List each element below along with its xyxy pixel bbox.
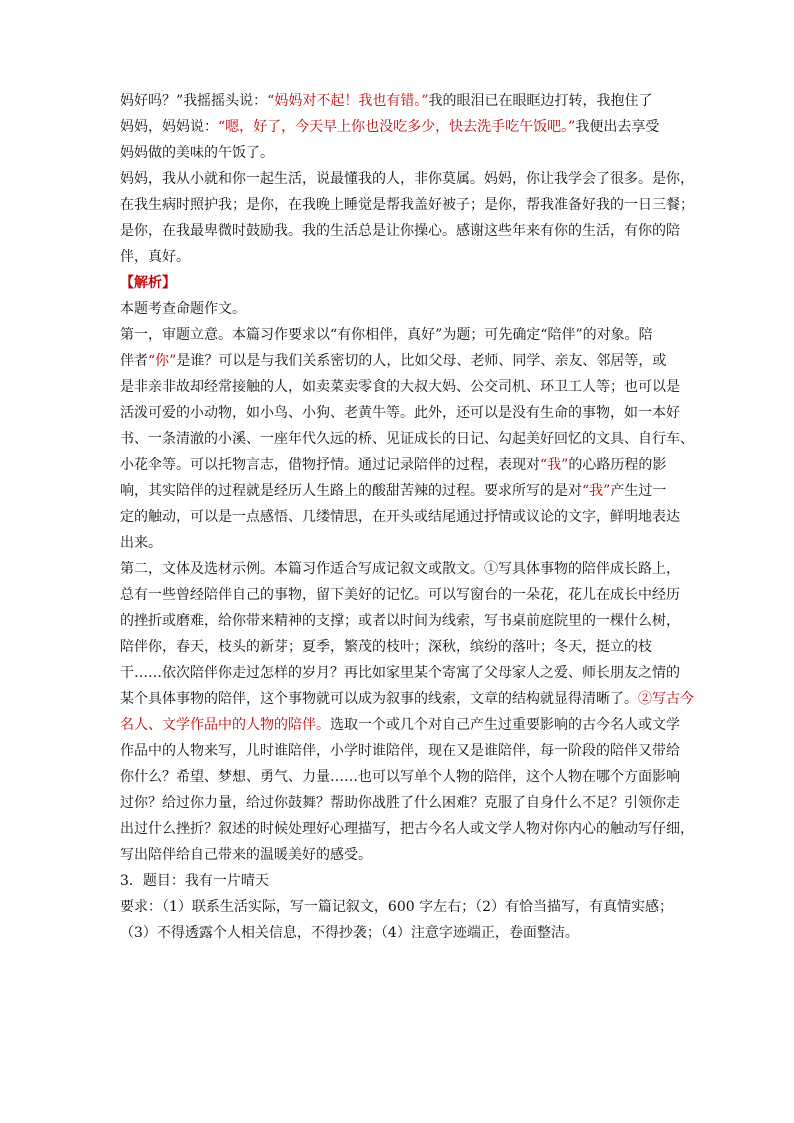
analysis-quote: “我” [582,483,611,499]
analysis-text: 选取一个或几个对自己产生过重要影响的古今名人或文学 [330,717,680,733]
analysis-s1-line: 定的触动，可以是一点感悟、几缕情思，在开头或结尾通过抒情或议论的文字，鲜明地表达 [120,509,680,525]
document-page [120,88,694,946]
story-line-1 [120,88,676,114]
story-text: 我便出去享受 [575,119,660,135]
story-quote: “妈妈对不起！我也有错。” [267,93,429,109]
analysis-highlight: 名人、文学作品中的人物的陪伴。 [120,717,330,733]
story-line-3: 妈妈做的美味的午饭了。 [120,145,274,161]
analysis-text: 的心路历程的影 [568,457,667,473]
analysis-s2-line: 的挫折或磨难，给你带来精神的支撑；或者以时间为线索，写书桌前庭院里的一棵什么树， [120,613,680,629]
analysis-text: 产生过一 [610,483,667,499]
analysis-s2-line: 出过什么挫折？叙述的时候处理好心理描写，把古今名人或文学人物对你内心的触动写仔细， [120,821,694,837]
analysis-quote: “你” [148,353,177,369]
story-paragraph-line: 伴，真好。 [120,249,190,265]
story-quote: “嗯，好了，今天早上你也没吃多少，快去洗手吃午饭吧。” [218,119,576,135]
story-text: 妈好吗？”我摇摇头说： [120,93,268,109]
analysis-s2-line [120,686,694,712]
analysis-text: 响，其实陪伴的过程就是经历人生路上的酸甜苦辣的过程。要求所写的是对 [120,483,582,499]
question-3-title: 3．题目：我有一片晴天 [120,873,269,889]
analysis-s2-line: 陪伴你，春天，枝头的新芽；夏季，繁茂的枝叶；深秋，缤纷的落叶；冬天，挺立的枝 [120,639,652,655]
analysis-text: 小花伞等。可以托物言志，借物抒情。通过记录陪伴的过程，表现对 [120,457,540,473]
analysis-s2-line: 作品中的人物来写，儿时谁陪伴，小学时谁陪伴，现在又是谁陪伴，每一阶段的陪伴又带给 [120,743,680,759]
analysis-heading: 【解析】 [120,275,176,291]
analysis-s2-line: 第二，文体及选材示例。本篇习作适合写成记叙文或散文。①写具体事物的陪伴成长路上， [120,561,680,577]
analysis-s1-line [120,452,676,478]
question-3-requirement: （3）不得透露个人相关信息，不得抄袭；（4）注意字迹端正，卷面整洁。 [120,925,579,941]
analysis-highlight: ②写古今 [638,691,694,707]
analysis-s1-line: 是非亲非故却经常接触的人，如卖菜卖零食的大叔大妈、公交司机、环卫工人等；也可以是 [120,379,680,395]
analysis-text: 伴者 [120,353,148,369]
question-3-requirement: 要求：（1）联系生活实际，写一篇记叙文，600 字左右；（2）有恰当描写，有真情实感； [120,899,673,915]
analysis-s1-line: 活泼可爱的小动物，如小鸟、小狗、老黄牛等。此外，还可以是没有生命的事物，如一本好 [120,405,680,421]
story-line-2 [120,114,676,140]
analysis-s2-line [120,712,680,738]
analysis-text: 某个具体事物的陪伴，这个事物就可以成为叙事的线索，文章的结构就显得清晰了。 [120,691,638,707]
analysis-s1-line [120,478,676,504]
story-paragraph-line: 妈妈，我从小就和你一起生活，说最懂我的人，非你莫属。妈妈，你让我学会了很多。是你， [120,171,694,187]
analysis-s1-line: 出来。 [120,535,162,551]
analysis-s2-line: 干……依次陪伴你走过怎样的岁月？再比如家里某个寄寓了父母家人之爱、师长朋友之情的 [120,665,680,681]
analysis-s2-line: 过你？给过你力量，给过你鼓舞？帮助你战胜了什么困难？克服了自身什么不足？引领你走 [120,795,680,811]
story-paragraph-line: 在我生病时照护我；是你，在我晚上睡觉是帮我盖好被子；是你，帮我准备好我的一日三餐； [120,197,694,213]
analysis-s2-line: 你什么？希望、梦想、勇气、力量……也可以写单个人物的陪伴，这个人物在哪个方面影响 [120,769,680,785]
analysis-s2-line: 写出陪伴给自己带来的温暖美好的感受。 [120,847,372,863]
analysis-text: 是谁？可以是与我们关系密切的人，比如父母、老师、同学、亲友、邻居等，或 [176,353,667,369]
analysis-s1-line: 第一，审题立意。本篇习作要求以“有你相伴，真好”为题；可先确定“陪伴”的对象。陪 [120,327,653,343]
analysis-s1-line [120,348,676,374]
analysis-s2-line: 总有一些曾经陪伴自己的事物，留下美好的记忆。可以写窗台的一朵花，花儿在成长中经历 [120,587,680,603]
analysis-intro: 本题考查命题作文。 [120,301,246,317]
analysis-s1-line: 书、一条清澈的小溪、一座年代久远的桥、见证成长的日记、勾起美好回忆的文具、自行车、 [120,431,694,447]
story-paragraph-line: 是你，在我最卑微时鼓励我。我的生活总是让你操心。感谢这些年来有你的生活，有你的陪 [120,223,680,239]
story-text: 我的眼泪已在眼眶边打转，我抱住了 [428,93,653,109]
analysis-quote: “我” [540,457,569,473]
story-text: 妈妈，妈妈说： [120,119,218,135]
